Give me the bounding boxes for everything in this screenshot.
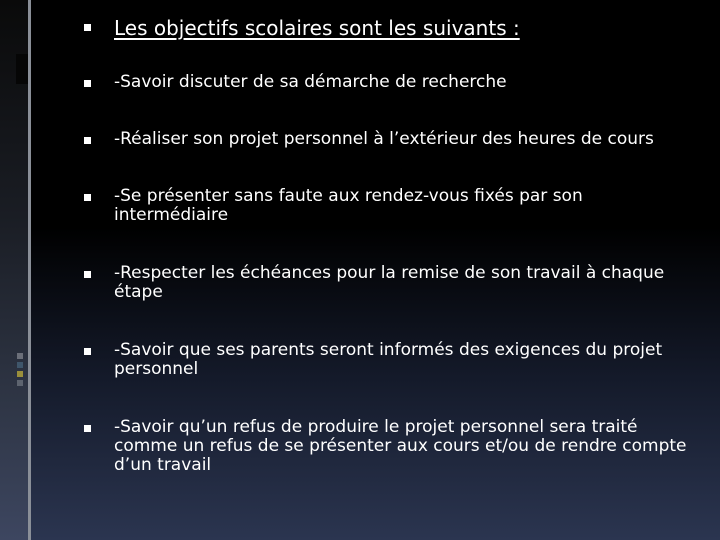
- accent-dot-4: [17, 380, 23, 386]
- objective-text: -Se présenter sans faute aux rendez-vous fixés par son intermédiaire: [114, 186, 583, 225]
- objective-item: [84, 187, 694, 225]
- objective-text: -Respecter les échéances pour la remise de son travail à chaque étape: [114, 263, 665, 302]
- square-bullet-icon: [84, 24, 91, 31]
- objective-item: [84, 418, 694, 475]
- objective-text: -Savoir que ses parents seront informés des exigences du projet personnel: [114, 340, 663, 379]
- square-bullet-icon: [84, 194, 91, 201]
- slide-heading: Les objectifs scolaires sont les suivants :: [114, 16, 520, 40]
- square-bullet-icon: [84, 348, 91, 355]
- square-bullet-icon: [84, 80, 91, 87]
- objective-item: [84, 264, 694, 302]
- objective-text: -Savoir discuter de sa démarche de recherche: [114, 72, 507, 92]
- square-bullet-icon: [84, 271, 91, 278]
- accent-dot-2: [17, 362, 23, 368]
- left-vertical-rule: [28, 0, 31, 540]
- objective-item: [84, 73, 694, 92]
- accent-dot-1: [17, 353, 23, 359]
- objective-item: [84, 130, 694, 149]
- square-bullet-icon: [84, 137, 91, 144]
- square-bullet-icon: [84, 425, 91, 432]
- accent-dot-3: [17, 371, 23, 377]
- objective-text: -Réaliser son projet personnel à l’extérieur des heures de cours: [114, 129, 654, 149]
- slide-heading-item: [84, 14, 694, 42]
- slide-content: [84, 14, 694, 513]
- objective-text: -Savoir qu’un refus de produire le projet personnel sera traité comme un refus de se présenter aux cours et/ou de rendre compte d’un travail: [114, 417, 687, 475]
- objective-item: [84, 341, 694, 379]
